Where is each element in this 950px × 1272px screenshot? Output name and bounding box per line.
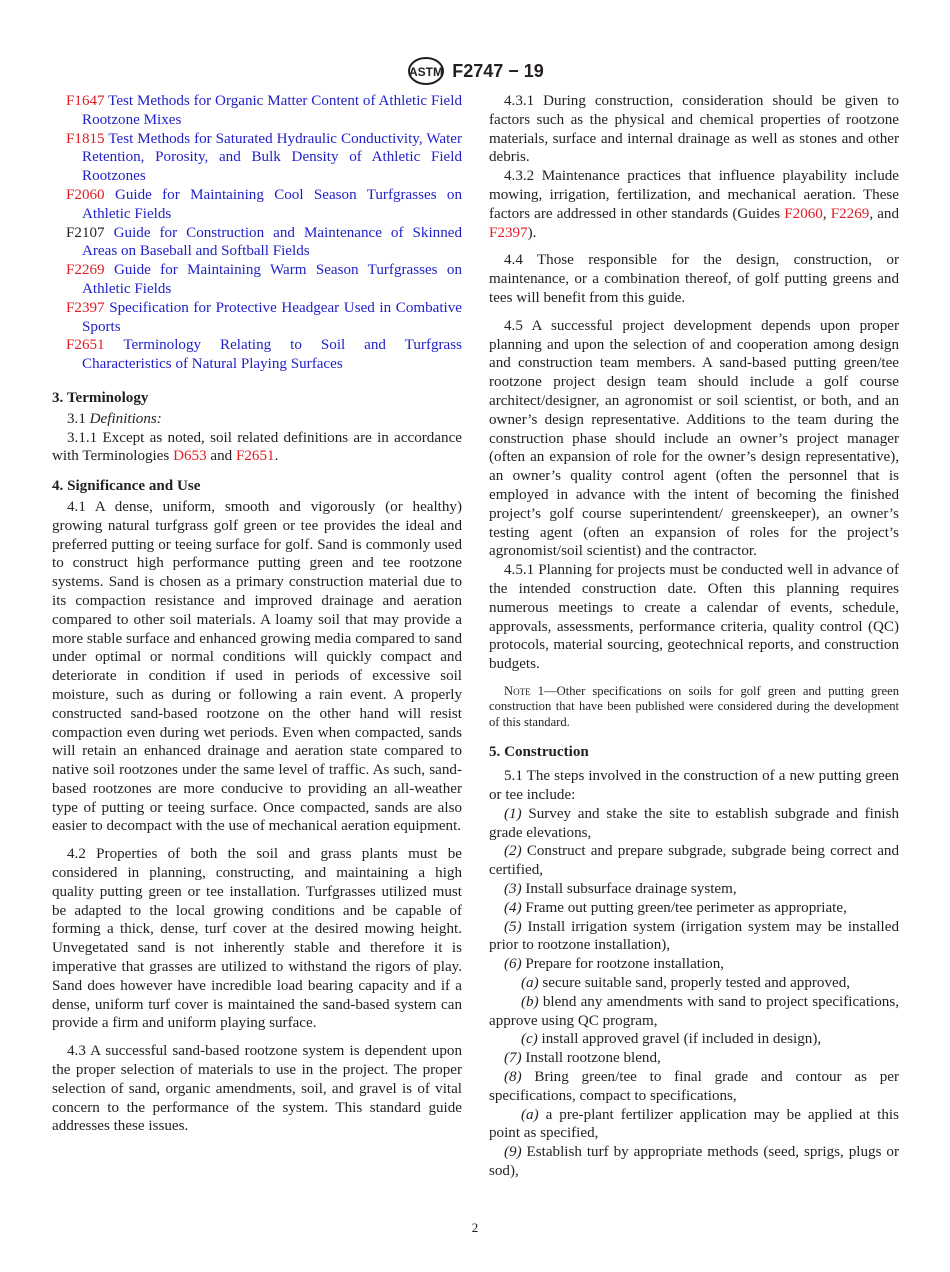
reference-title-link[interactable]: Guide for Maintaining Cool Season Turfgrasses on Athletic Fields xyxy=(82,186,462,222)
construction-step xyxy=(489,993,899,1031)
astm-logo-icon xyxy=(406,56,446,86)
step-number: (9) xyxy=(504,1144,522,1161)
step-text: install approved gravel (if included in design), xyxy=(537,1031,822,1048)
section-5-heading: 5. Construction xyxy=(489,744,589,761)
construction-step xyxy=(489,1143,899,1181)
step-number: (4) xyxy=(504,899,522,916)
reference-item xyxy=(52,186,462,224)
construction-step xyxy=(489,1030,899,1049)
construction-step xyxy=(489,955,899,974)
step-text: Construct and prepare subgrade, subgrade being correct and certified, xyxy=(489,843,899,879)
step-text: blend any amendments with sand to project specifications, approve using QC program, xyxy=(489,993,899,1029)
construction-step xyxy=(489,899,899,918)
paragraph-4-2: 4.2 Properties of both the soil and grass plants must be considered in planning, constructing, and maintaining a high quality putting green or tee installation. Turfgrasses utilized must be adapted to the local growing conditions and be capable of forming a thick, dense, turf cover at the desired mowing height. Unvegetated sand is not inherently stable and therefore it is imperative that grasses are utilized to withstand the rigors of play. Sand does however have incredible load bearing capacity and if a dense, uniform turf cover is maintained the sand-based system can provide a firm and uniform playing surface. xyxy=(52,846,462,1032)
right-column xyxy=(489,92,899,1181)
construction-step xyxy=(489,880,899,899)
f2060-link[interactable]: F2060 xyxy=(784,205,823,222)
paragraph-3-1 xyxy=(52,410,462,429)
paragraph-number: 3.1 xyxy=(67,410,86,427)
construction-steps-list xyxy=(489,805,899,1181)
step-text: Survey and stake the site to establish subgrade and finish grade elevations, xyxy=(489,805,899,841)
section-3-heading: 3. Terminology xyxy=(52,389,149,406)
definitions-label: Definitions: xyxy=(89,410,162,427)
step-text: Frame out putting green/tee perimeter as appropriate, xyxy=(521,899,847,916)
step-number: (1) xyxy=(504,805,522,822)
d653-link[interactable]: D653 xyxy=(173,448,207,465)
step-number: (b) xyxy=(521,993,539,1010)
paragraph-5-1: 5.1 The steps involved in the construction of a new putting green or tee include: xyxy=(489,768,899,803)
step-number: (c) xyxy=(521,1031,538,1048)
step-number: (3) xyxy=(504,880,522,897)
page-number: 2 xyxy=(471,1220,479,1235)
paragraph-text: 3.1.1 Except as noted, soil related definitions are in accordance with Terminologies xyxy=(52,429,462,465)
f2651-link[interactable]: F2651 xyxy=(235,448,275,465)
reference-code-link[interactable]: F1815 xyxy=(66,130,105,147)
reference-list xyxy=(52,92,462,374)
paragraph-4-1: 4.1 A dense, uniform, smooth and vigorously (or healthy) growing natural turfgrass golf green or tee provides the ideal and preferred putting or teeing surface for golf. Sand is commonly used to construct high performance putting green and tee rootzone systems. Sand is chosen as a primary construction material due to its compaction resistance and improved drainage and aeration compared to other soil materials. A loamy soil that may provide a more stable surface and enhanced growing media compared to sand under optimal or normal conditions will quickly compact and deteriorate in condition if used in periods of excessive soil moisture, such as during or following a rain event. A properly constructed sand-based rootzone on the other hand will resist compaction even during wet periods. Even when compacted, sands will retain an enhanced drainage and aeration state compared to native soil rootzones under the same level of traffic. As such, sand-based rootzones are more conducive to providing an all-weather type of putting or teeing surface. Once compacted, sands are also easier to decompact with the use of mechanical aeration equipment. xyxy=(52,498,462,835)
page-header xyxy=(0,56,950,86)
svg-text:ASTM: ASTM xyxy=(409,65,444,79)
reference-title-link[interactable]: Terminology Relating to Soil and Turfgrass Characteristics of Natural Playing Surfaces xyxy=(82,337,462,373)
reference-title-link[interactable]: Test Methods for Organic Matter Content of Athletic Field Rootzone Mixes xyxy=(82,93,462,128)
step-number: (6) xyxy=(504,956,522,973)
step-text: Install rootzone blend, xyxy=(521,1050,661,1067)
paragraph-4-3: 4.3 A successful sand-based rootzone system is dependent upon the proper selection of materials to use in the project. The proper selection of sand, organic amendments, soil, and gravel is of vital concern to the performance of the system. This standard guide addresses these issues. xyxy=(52,1043,462,1135)
standard-designation: F2747 − 19 xyxy=(452,60,544,81)
step-number: (a) xyxy=(521,1106,539,1123)
construction-step xyxy=(489,1049,899,1068)
paragraph-4-3-1: 4.3.1 During construction, consideration should be given to factors such as the physical and chemical properties of rootzone materials, surface and internal drainage as well as stones and other debris. xyxy=(489,93,899,166)
paragraph-text: , and xyxy=(869,205,899,222)
step-number: (a) xyxy=(521,974,539,991)
reference-code-link[interactable]: F2397 xyxy=(66,299,105,316)
paragraph-4-3-2 xyxy=(489,167,899,242)
reference-title-link[interactable]: Guide for Maintaining Warm Season Turfgrasses on Athletic Fields xyxy=(82,262,462,297)
reference-code-link[interactable]: F2651 xyxy=(66,337,105,354)
paragraph-text: . xyxy=(274,448,279,465)
reference-item xyxy=(52,336,462,374)
reference-code-link[interactable]: F2269 xyxy=(66,262,105,279)
reference-code-link[interactable]: F2060 xyxy=(66,186,105,203)
step-text: a pre-plant fertilizer application may be applied at this point as specified, xyxy=(489,1106,899,1142)
reference-item xyxy=(52,299,462,337)
step-text: secure suitable sand, properly tested and approved, xyxy=(538,974,851,991)
reference-title-link[interactable]: Test Methods for Saturated Hydraulic Conductivity, Water Retention, Porosity, and Bulk Density of Athletic Field Rootzones xyxy=(82,130,462,185)
note-text: —Other specifications on soils for golf green and putting green construction that have been published were considered during the development of this standard. xyxy=(489,683,899,729)
step-number: (8) xyxy=(504,1068,522,1085)
paragraph-3-1-1 xyxy=(52,429,462,467)
construction-step xyxy=(489,1106,899,1144)
reference-item xyxy=(52,130,462,186)
step-number: (2) xyxy=(504,843,522,860)
step-number: (5) xyxy=(504,918,522,935)
paragraph-text: ). xyxy=(527,224,537,241)
step-text: Install irrigation system (irrigation system may be installed prior to rootzone installation), xyxy=(489,918,899,954)
reference-item xyxy=(52,261,462,299)
note-1 xyxy=(489,684,899,731)
construction-step xyxy=(489,918,899,956)
step-text: Install subsurface drainage system, xyxy=(521,880,737,897)
paragraph-text: 4.3.2 Maintenance practices that influence playability include mowing, irrigation, fertilization, and mechanical aeration. These factors are addressed in other standards (Guides xyxy=(489,168,899,222)
paragraph-4-4: 4.4 Those responsible for the design, construction, or maintenance, or a combination thereof, of golf putting greens and tees will benefit from this guide. xyxy=(489,252,899,306)
reference-item xyxy=(52,224,462,262)
paragraph-4-5-1: 4.5.1 Planning for projects must be conducted well in advance of the intended construction date. Often this planning requires numerous meetings to create a calendar of events, schedule, approvals, assessments, performance criteria, quality control (QC) protocols, material sourcing, geotechnical reports, and construction budgets. xyxy=(489,562,899,673)
construction-step xyxy=(489,805,899,843)
note-label: Note 1 xyxy=(504,683,544,698)
step-text: Prepare for rootzone installation, xyxy=(521,956,725,973)
section-4-heading: 4. Significance and Use xyxy=(52,478,201,495)
reference-code: F2107 xyxy=(66,224,105,241)
paragraph-4-5: 4.5 A successful project development depends upon proper planning and upon the selection of and cooperation among design and construction team members. A sand-based putting green/tee rootzone project design team should include a golf course architect/designer, an agronomist or soil scientist, or both, and an owner’s design representative. Additions to the team during the construction phase should include an owner’s project manager (often an expansion of role for the owner’s design representative), an owner’s quality control agent (often the personnel that is employed in advance with the intent of becoming the finished project’s golf course superintendent/ greenskeeper), an owner’s testing agent (often an expansion of roles for the project’s agronomist/soil scientist) and the contractor. xyxy=(489,317,899,560)
reference-title-link[interactable]: Specification for Protective Headgear Used in Combative Sports xyxy=(82,299,462,335)
step-number: (7) xyxy=(504,1050,522,1067)
f2269-link[interactable]: F2269 xyxy=(830,205,870,222)
reference-code-link[interactable]: F1647 xyxy=(66,93,105,109)
step-text: Bring green/tee to final grade and contour as per specifications, compact to specifications, xyxy=(489,1068,899,1104)
f2397-link[interactable]: F2397 xyxy=(489,224,528,241)
construction-step xyxy=(489,842,899,880)
reference-title-link[interactable]: Guide for Construction and Maintenance of Skinned Areas on Baseball and Softball Fields xyxy=(82,224,462,260)
paragraph-text: , xyxy=(822,205,831,222)
paragraph-text: and xyxy=(206,448,236,465)
construction-step xyxy=(489,974,899,993)
reference-item xyxy=(52,92,462,130)
left-column xyxy=(52,92,462,1136)
step-text: Establish turf by appropriate methods (seed, sprigs, plugs or sod), xyxy=(489,1144,899,1179)
construction-step xyxy=(489,1068,899,1106)
